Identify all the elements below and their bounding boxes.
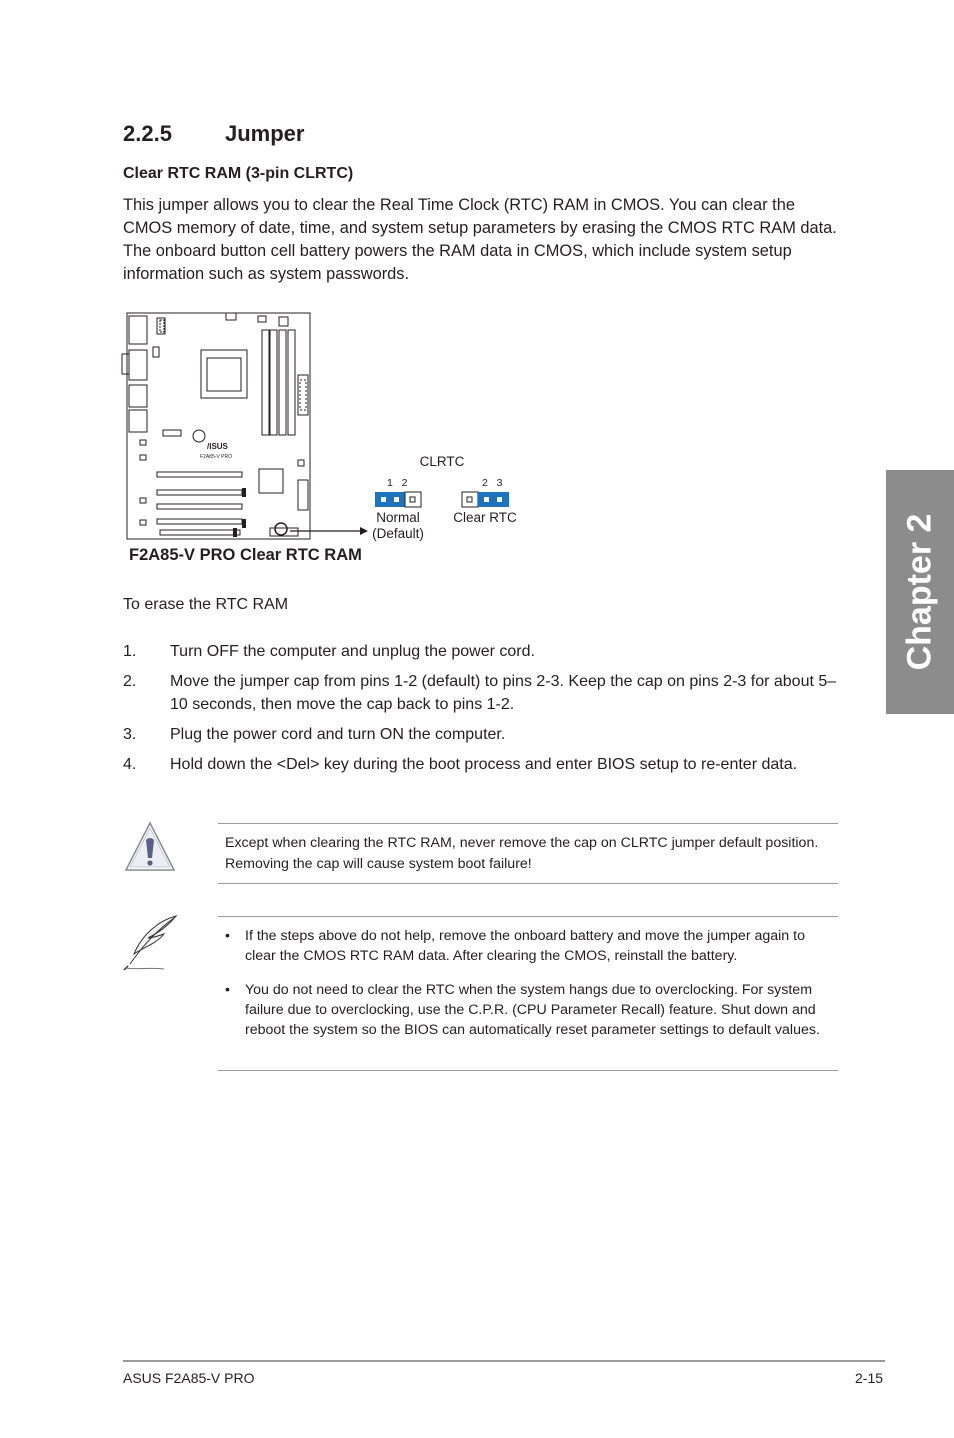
pointer-arrow <box>360 527 368 535</box>
subheading: Clear RTC RAM (3-pin CLRTC) <box>123 165 354 182</box>
note-item: • You do not need to clear the RTC when the system hangs due to overclocking. For system failure due to overclocking, use the C.P.R. (CPU Parameter Recall) feature. Shut down and reboot the system so the BIOS can automatically reset parameter settings to default values. <box>225 982 820 1038</box>
section-number: 2.2.5 <box>123 121 172 146</box>
note-list <box>225 926 837 1054</box>
step-item: 1. Turn OFF the computer and unplug the power cord. <box>123 643 535 660</box>
footer-product: ASUS F2A85-V PRO <box>123 1370 255 1386</box>
clear-rtc-label: Clear RTC <box>453 510 517 525</box>
note-item: • If the steps above do not help, remove the onboard battery and move the jumper again to clear the CMOS RTC RAM data. After clearing the CMOS, reinstall the battery. <box>225 928 805 964</box>
step-item: 2. Move the jumper cap from pins 1-2 (default) to pins 2-3. Keep the cap on pins 2-3 for about 5–10 seconds, then move the cap back to pins 1-2. <box>123 673 837 713</box>
warning-triangle-icon <box>124 820 176 874</box>
jumper-label: CLRTC <box>419 454 465 469</box>
section-title: Jumper <box>225 121 305 146</box>
dimm-slot <box>262 330 269 435</box>
section-heading <box>123 121 304 147</box>
jumper-clear <box>462 492 509 507</box>
pcie-slot <box>157 472 242 477</box>
clear-rtc-diagram <box>120 305 540 550</box>
board-logo: /ISUS <box>207 442 228 451</box>
caution-top-rule <box>218 823 838 824</box>
caution-text: Except when clearing the RTC RAM, never remove the cap on CLRTC jumper default position. Removing the cap will cause system boot failure! <box>225 835 819 872</box>
jumper-normal <box>375 492 421 507</box>
quill-pen-icon <box>120 912 182 974</box>
figure-caption: F2A85-V PRO Clear RTC RAM <box>129 546 362 564</box>
clear-pin-numbers: 2 3 <box>482 477 503 489</box>
footer-page-number: 2-15 <box>855 1370 884 1386</box>
intro-paragraph: This jumper allows you to clear the Real Time Clock (RTC) RAM in CMOS. You can clear the CMOS memory of date, time, and system setup parameters by erasing the CMOS RTC RAM data. The onboard button cell battery powers the RAM data in CMOS, which include system setup information such as system passwords. <box>123 196 837 283</box>
default-label: (Default) <box>372 526 424 541</box>
step-item: 3. Plug the power cord and turn ON the computer. <box>123 726 506 743</box>
footer-rule <box>123 1360 885 1362</box>
erase-intro: To erase the RTC RAM <box>123 596 289 613</box>
steps-list <box>123 640 838 783</box>
step-item: 4. Hold down the <Del> key during the boot process and enter BIOS setup to re-enter data. <box>123 756 798 773</box>
chapter-tab-text: Chapter 2 <box>900 513 939 671</box>
battery <box>193 430 205 442</box>
normal-label: Normal <box>376 510 420 525</box>
board-model: F2A85-V PRO <box>200 454 232 460</box>
note-top-rule <box>218 916 838 917</box>
chipset <box>259 469 283 493</box>
caution-bottom-rule <box>218 883 838 884</box>
chapter-tab <box>886 470 954 714</box>
note-bottom-rule <box>218 1070 838 1071</box>
normal-pin-numbers: 1 2 <box>387 477 408 489</box>
